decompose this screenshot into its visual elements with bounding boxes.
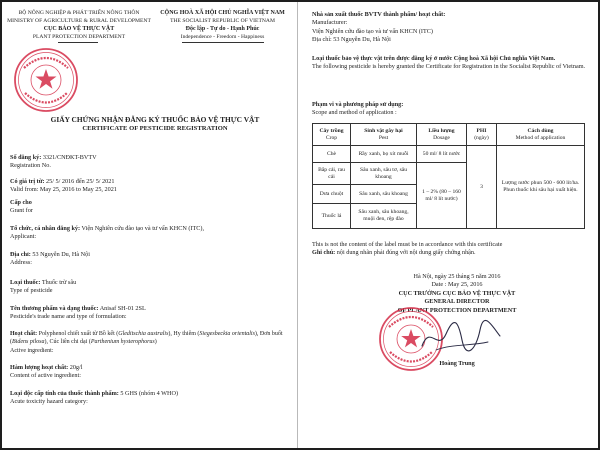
field-label-en: Acute toxicity hazard category: <box>10 398 88 406</box>
field-line-vi <box>10 199 293 207</box>
page-divider <box>297 2 298 448</box>
signing-place-date: Hà Nội, ngày 25 tháng 5 năm 2016 <box>413 273 501 280</box>
note-text: nội dung nhãn phải đúng với nội dung giấy chứng nhận. <box>336 249 476 257</box>
col-header-vi: Cây trồng <box>319 127 344 134</box>
note-vi <box>312 249 588 257</box>
field-value: Viện Nghiên cứu đào tạo và tư vấn KHCN (ITC), <box>81 225 205 232</box>
col-header-method <box>497 124 585 146</box>
department-name-vi: CỤC BẢO VỆ THỰC VẬT <box>43 26 115 32</box>
field-label: Số đăng ký: <box>10 154 42 161</box>
field-label-en: Registration No. <box>10 162 51 170</box>
col-header-vi: PHI <box>476 127 487 134</box>
field-label: Tổ chức, cá nhân đăng ký: <box>10 225 81 232</box>
field-grant-for <box>10 199 293 216</box>
field-label: Hàm lượng hoạt chất: <box>10 364 69 371</box>
signer-name-block <box>382 360 532 368</box>
ministry-header <box>5 9 153 41</box>
field-label-en: Address: <box>10 259 32 267</box>
ingredient-text: ) <box>154 339 157 346</box>
director-signature <box>418 316 504 358</box>
signer-title-en-2: OF PLANT PROTECTION DEPARTMENT <box>397 306 517 314</box>
note-label: Ghi chú: <box>312 249 336 257</box>
field-label: Địa chỉ: <box>10 251 31 258</box>
field-line-vi <box>10 251 293 259</box>
field-validity <box>10 178 293 195</box>
signer-name: Hoàng Trung <box>439 360 475 367</box>
field-label-en: Valid from: May 25, 2016 to May 25, 2021 <box>10 186 117 194</box>
cell-crop: Chè <box>313 146 351 163</box>
field-value: 3321/CNĐKT-BVTV <box>42 154 97 161</box>
signer-title-en-1: GENERAL DIRECTOR <box>424 298 490 306</box>
national-motto-vi: Độc lập - Tự do - Hạnh Phúc <box>185 26 260 32</box>
field-trade-name <box>10 305 293 322</box>
ministry-name-en: MINISTRY OF AGRICULTURE & RURAL DEVELOPMENT <box>7 18 151 24</box>
cell-pest: Sâu xanh, sâu khoang <box>351 185 417 204</box>
scientific-name: Bidens pilosa <box>12 339 45 346</box>
field-line-vi <box>10 305 293 313</box>
field-pesticide-type <box>10 279 293 296</box>
manufacturer-label-en: Manufacturer: <box>312 19 348 27</box>
department-seal-stamp <box>12 46 80 114</box>
field-ingredient-content <box>10 364 293 381</box>
cell-method: Lượng nước phun 500 - 600 lít/ha. Phun thuốc khi sâu hại xuất hiện. <box>497 146 585 229</box>
registration-statement <box>312 55 588 72</box>
manufacturer-name: Viện Nghiên cứu đào tạo và tư vấn KHCN (ITC) <box>312 27 433 35</box>
republic-name-vi: CỘNG HOÀ XÃ HỘI CHỦ NGHĨA VIỆT NAM <box>160 10 285 16</box>
scope-heading <box>312 101 588 118</box>
republic-name-en: THE SOCIALIST REPUBLIC OF VIETNAM <box>170 18 275 24</box>
manufacturer-address: Địa chỉ: 53 Nguyễn Du, Hà Nội <box>312 36 391 44</box>
cell-crop: Bắp cải, rau cải <box>313 163 351 185</box>
field-label-en: Pesticide's trade name and type of formulation: <box>10 313 127 321</box>
manufacturer-section <box>312 11 588 45</box>
scope-label-en: Scope and method of application : <box>312 109 397 117</box>
field-label-en: Active ingredient: <box>10 347 54 354</box>
signing-date-en: Date : May 25, 2016 <box>431 281 483 289</box>
certificate-title-vi: GIẤY CHỨNG NHẬN ĐĂNG KÝ THUỐC BẢO VỆ THỰC VẬT <box>50 115 260 124</box>
col-header-en: Method of application <box>515 134 566 141</box>
field-line-vi <box>10 225 293 233</box>
manufacturer-label-vi: Nhà sản xuất thuốc BVTV thành phẩm/ hoạt chất: <box>312 11 446 18</box>
field-label-en: Grant for <box>10 207 33 215</box>
scientific-name: Parthenium hysterophorus <box>90 339 155 346</box>
field-label: Tên thương phẩm và dạng thuốc: <box>10 305 99 312</box>
cell-dosage: 50 ml/ 8 lít nước <box>417 146 467 163</box>
department-name-en: PLANT PROTECTION DEPARTMENT <box>32 34 126 40</box>
field-registration-number <box>10 154 293 171</box>
field-label: Loại thuốc: <box>10 279 41 286</box>
field-label-en: Type of pesticide <box>10 287 53 295</box>
field-value: 5 GHS (nhóm 4 WHO) <box>120 390 179 397</box>
table-header-row <box>313 124 585 146</box>
ministry-header-underline <box>58 42 98 43</box>
ingredient-text: ), Cúc liên chi dại ( <box>44 339 91 346</box>
cell-pest: Sâu xanh, sâu tơ, sâu khoang <box>351 163 417 185</box>
signer-title-vi: CỤC TRƯỞNG CỤC BẢO VỆ THỰC VẬT <box>398 289 516 297</box>
ingredient-text: ), Hy thiêm ( <box>168 331 200 337</box>
field-label-en: Content of active ingredient: <box>10 372 81 380</box>
national-motto-en: Independence - Freedom - Happiness <box>180 34 265 40</box>
field-active-ingredient <box>10 330 293 355</box>
ingredient-text: ), Đơn buốt ( <box>10 331 283 346</box>
active-ingredient-value <box>10 331 283 345</box>
col-header-dosage <box>417 124 467 146</box>
ingredient-text: Polyphenol chiết xuất từ Bồ kết ( <box>38 331 119 337</box>
field-value: Anisaf SH-01 2SL <box>99 305 146 312</box>
ministry-name-vi: BỘ NÔNG NGHIỆP & PHÁT TRIỂN NÔNG THÔN <box>18 10 140 16</box>
col-header-en: Dosage <box>433 134 450 141</box>
certificate-title-en: CERTIFICATE OF PESTICIDE REGISTRATION <box>82 125 228 132</box>
field-label: Hoạt chất: <box>10 331 38 337</box>
field-line-vi <box>10 154 293 162</box>
col-header-vi: Cách dùng <box>527 127 554 134</box>
cell-crop: Dưa chuột <box>313 185 351 204</box>
col-header-phi <box>467 124 497 146</box>
field-address <box>10 251 293 268</box>
field-label: Có giá trị từ: <box>10 178 45 185</box>
col-header-crop <box>313 124 351 146</box>
field-line-vi <box>10 330 293 347</box>
registration-statement-en: The following pesticide is hereby granted the Certificate for Registration in the Socialist Republic of Vietnam. <box>312 63 586 71</box>
field-value: 25/ 5/ 2016 đến 25/ 5/ 2021 <box>46 178 115 185</box>
field-label: Loại độc cấp tính của thuốc thành phẩm: <box>10 390 119 397</box>
field-applicant <box>10 225 293 242</box>
scientific-name: Gleditschia australis <box>118 331 169 337</box>
scientific-name: Siegesbeckia orientalis <box>199 331 255 337</box>
field-line-vi <box>10 178 293 186</box>
cell-phi: 3 <box>467 146 497 229</box>
registration-statement-vi: Loại thuốc bảo vệ thực vật trên được đăng ký ở nước Cộng hoà Xã hội Chủ nghĩa Việt Nam. <box>312 55 556 62</box>
col-header-en: Pest <box>378 134 389 141</box>
col-header-en: (ngày) <box>474 134 489 141</box>
cell-crop: Thuốc lá <box>313 204 351 229</box>
field-toxicity <box>10 390 293 407</box>
field-line-vi <box>10 279 293 287</box>
table-row <box>313 146 585 163</box>
republic-header <box>150 9 295 41</box>
field-line-vi <box>10 390 293 398</box>
field-line-vi <box>10 364 293 372</box>
field-value: Thuốc trừ sâu <box>41 279 77 286</box>
cell-pest: Rầy xanh, bọ xít muỗi <box>351 146 417 163</box>
col-header-pest <box>351 124 417 146</box>
field-value: 53 Nguyễn Du, Hà Nội <box>32 251 90 258</box>
cell-dosage: 1 – 2% (80 – 160 ml/ 8 lít nước) <box>417 163 467 229</box>
motto-underline <box>182 42 264 43</box>
label-note <box>312 241 588 258</box>
col-header-vi: Liều lượng <box>428 127 455 134</box>
field-label: Cấp cho <box>10 199 32 206</box>
usage-table <box>312 123 585 229</box>
field-label-en: Applicant: <box>10 233 37 241</box>
certificate-title <box>30 115 280 133</box>
col-header-vi: Sinh vật gây hại <box>364 127 403 134</box>
col-header-en: Crop <box>325 134 338 141</box>
note-en: This is not the content of the label must be in accordance with this certificate <box>312 241 503 248</box>
cell-pest: Sâu xanh, sâu khoang, muội đen, rệp đào <box>351 204 417 229</box>
scope-label-vi: Phạm vi và phương pháp sử dụng: <box>312 101 404 108</box>
field-value: 20g/l <box>69 364 83 371</box>
